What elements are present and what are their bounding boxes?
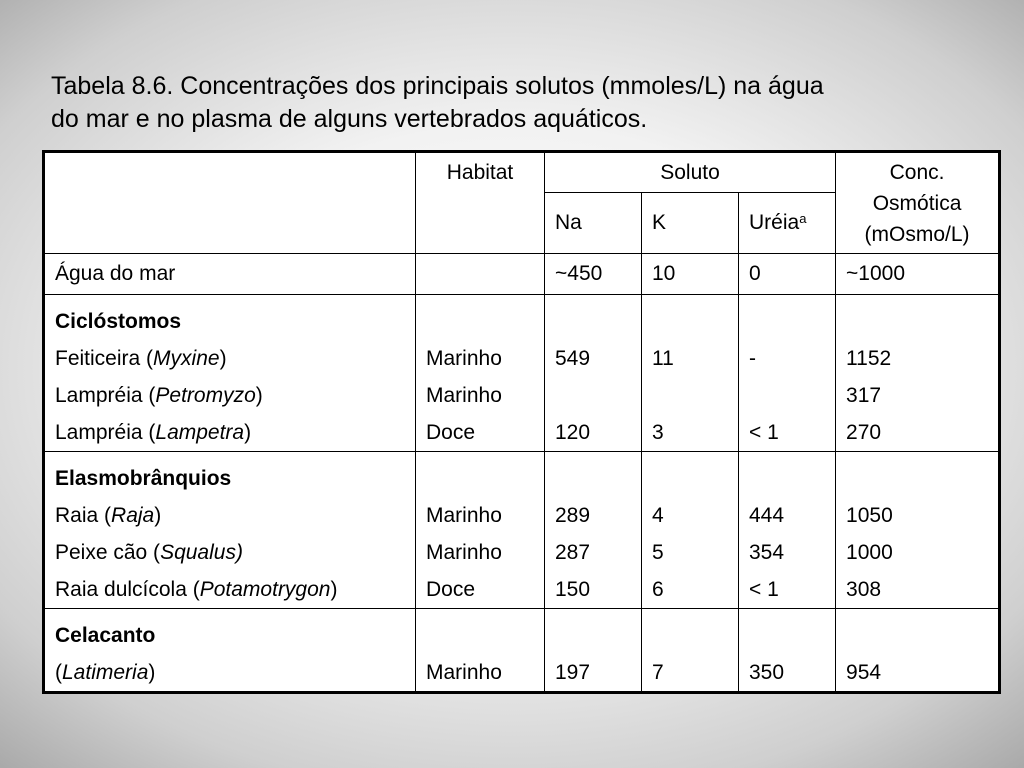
solute-table [42, 150, 1001, 694]
sea-ureia: 0 [739, 254, 836, 295]
osm-value: 1000 [846, 541, 893, 564]
header-ureia [739, 193, 836, 254]
ureia-value: 444 [749, 504, 785, 527]
ureia-value [749, 377, 835, 414]
k-value: 11 [652, 347, 674, 370]
header-row-1 [44, 152, 1000, 193]
sea-habitat [416, 254, 545, 295]
celacanto-na [545, 609, 642, 693]
elasmo-ureia [739, 452, 836, 609]
osm-value: 1050 [846, 504, 893, 527]
ciclostomos-na [545, 295, 642, 452]
osm-value: 954 [846, 661, 882, 684]
group-title: Elasmobrânquios [55, 467, 232, 490]
group-celacanto [44, 609, 1000, 693]
na-value: 150 [555, 578, 591, 601]
sea-na: ~450 [545, 254, 642, 295]
elasmo-osm [836, 452, 1000, 609]
k-value: 4 [652, 504, 664, 527]
ciclostomos-names [44, 295, 416, 452]
osm-value: 1152 [846, 347, 892, 370]
ureia-value: < 1 [749, 578, 779, 601]
ciclostomos-habitat [416, 295, 545, 452]
species-name: Feiticeira (Myxine) [55, 347, 227, 370]
header-conc-line-3: (mOsmo/L) [864, 222, 970, 246]
header-habitat: Habitat [416, 152, 545, 254]
elasmo-k [642, 452, 739, 609]
group-elasmobranquios [44, 452, 1000, 609]
species-name: Peixe cão (Squalus) [55, 541, 243, 564]
na-value: 287 [555, 541, 591, 564]
group-ciclostomos [44, 295, 1000, 452]
species-name: Lampréia (Petromyzo) [55, 384, 263, 407]
ciclostomos-k [642, 295, 739, 452]
na-value: 289 [555, 504, 591, 527]
row-agua-do-mar [44, 254, 1000, 295]
ciclostomos-osm [836, 295, 1000, 452]
header-empty-cell [44, 152, 416, 254]
osm-value: 270 [846, 421, 882, 444]
group-title: Celacanto [55, 624, 156, 647]
header-conc-line-1: Conc. [889, 160, 945, 184]
header-na: Na [545, 193, 642, 254]
caption-line-2: do mar e no plasma de alguns vertebrados aquáticos. [51, 105, 648, 133]
header-soluto: Soluto [545, 152, 836, 193]
species-name: Lampréia (Lampetra) [55, 421, 252, 444]
na-value: 549 [555, 347, 591, 370]
sea-osm: ~1000 [836, 254, 1000, 295]
elasmo-na [545, 452, 642, 609]
habitat-value: Marinho [426, 384, 502, 407]
k-value: 3 [652, 421, 664, 444]
caption-line-1: Tabela 8.6. Concentrações dos principais solutos (mmoles/L) na água [51, 72, 824, 100]
sea-k: 10 [642, 254, 739, 295]
celacanto-names [44, 609, 416, 693]
habitat-value: Marinho [426, 541, 502, 564]
habitat-value: Marinho [426, 347, 502, 370]
k-value: 5 [652, 541, 664, 564]
species-name: Raia dulcícola (Potamotrygon) [55, 578, 338, 601]
na-value: 197 [555, 661, 591, 684]
group-title: Ciclóstomos [55, 310, 182, 333]
ureia-value: - [749, 347, 756, 370]
habitat-value: Doce [426, 421, 476, 444]
celacanto-k [642, 609, 739, 693]
sea-label: Água do mar [44, 254, 416, 295]
elasmo-names [44, 452, 416, 609]
ureia-value: 350 [749, 661, 785, 684]
ciclostomos-ureia [739, 295, 836, 452]
header-k: K [642, 193, 739, 254]
osm-value: 308 [846, 578, 882, 601]
k-value [652, 377, 738, 414]
elasmo-habitat [416, 452, 545, 609]
celacanto-osm [836, 609, 1000, 693]
ureia-value: 354 [749, 541, 785, 564]
celacanto-habitat [416, 609, 545, 693]
header-ureia-superscript: a [799, 211, 807, 226]
header-ureia-label: Uréia [749, 211, 800, 234]
header-conc-osmotica [836, 152, 1000, 254]
k-value: 7 [652, 661, 664, 684]
habitat-value: Marinho [426, 504, 502, 527]
species-name: (Latimeria) [55, 661, 156, 684]
k-value: 6 [652, 578, 664, 601]
header-conc-line-2: Osmótica [872, 191, 962, 215]
celacanto-ureia [739, 609, 836, 693]
table-caption [51, 70, 981, 136]
ureia-value: < 1 [749, 421, 779, 444]
habitat-value: Doce [426, 578, 476, 601]
osm-value: 317 [846, 384, 882, 407]
na-value [555, 377, 641, 414]
habitat-value: Marinho [426, 661, 502, 684]
species-name: Raia (Raja) [55, 504, 162, 527]
na-value: 120 [555, 421, 591, 444]
